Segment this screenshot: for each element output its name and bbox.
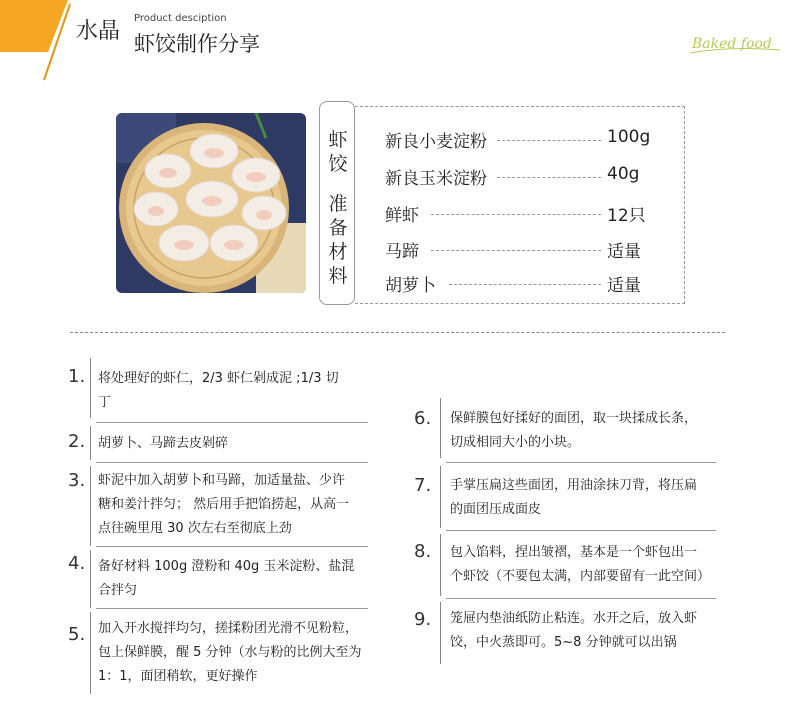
step-text — [98, 555, 354, 603]
step-line: 糖和姜汁拌匀； 然后用手把馅捞起，从高一 — [98, 497, 350, 512]
step-line: 加入开水搅拌均匀，搓揉粉团光滑不见粉粒， — [98, 621, 359, 636]
leader-dots — [497, 140, 601, 141]
ingredients-title-char: 料 — [328, 265, 348, 287]
step-divider-horizontal — [446, 598, 716, 599]
step-divider-vertical — [90, 612, 91, 694]
ingredient-row — [385, 271, 665, 295]
step-line: 胡萝卜、马蹄去皮剁碎 — [98, 436, 229, 451]
ingredient-qty: 40g — [607, 164, 640, 184]
step-line: 包入馅料，捏出皱褶，基本是一个虾包出一 — [450, 545, 698, 560]
step-divider-vertical — [90, 550, 91, 608]
svg-text:Baked food: Baked food — [692, 36, 772, 52]
step-divider-vertical — [440, 534, 441, 596]
step-line: 切成相同大小的小块。 — [450, 435, 581, 450]
step-divider-vertical — [440, 466, 441, 528]
ingredients-title-char: 饺 — [328, 153, 348, 175]
step-divider-vertical — [440, 398, 441, 458]
leader-dots — [431, 250, 601, 251]
step-line: 丁 — [98, 395, 112, 410]
step-divider-vertical — [90, 466, 91, 546]
step-line: 保鲜膜包好揉好的面团，取一块揉成长条， — [450, 411, 698, 426]
step-line: 包上保鲜膜，醒 5 分钟（水与粉的比例大至为 — [98, 645, 362, 660]
step-number: 7. — [414, 475, 432, 496]
step-number: 2. — [68, 431, 86, 452]
ingredient-row — [385, 201, 665, 225]
step-line: 点往碗里甩 30 次左右至彻底上劲 — [98, 521, 292, 536]
ingredient-name: 新良玉米淀粉 — [385, 164, 491, 189]
ingredients-title-char: 准 — [328, 193, 348, 215]
step-line: 饺，中火蒸即可。5~8 分钟就可以出锅 — [450, 635, 677, 650]
step-line: 手掌压扁这些面团，用油涂抹刀背，将压扁 — [450, 478, 698, 493]
ingredient-qty: 适量 — [607, 242, 641, 262]
step-line: 备好材料 100g 澄粉和 40g 玉米淀粉、盐混 — [98, 559, 355, 574]
ingredient-row — [385, 127, 665, 151]
step-number: 5. — [68, 624, 86, 645]
step-text — [450, 541, 710, 589]
step-line: 合拌匀 — [98, 583, 138, 598]
step-divider-horizontal — [96, 422, 368, 423]
step-divider-horizontal — [96, 546, 368, 547]
step-text — [450, 474, 697, 522]
step-number: 4. — [68, 553, 86, 574]
leader-dots — [431, 214, 601, 215]
step-number: 3. — [68, 470, 86, 491]
step-line: 的面团压成面皮 — [450, 502, 542, 517]
ingredients-title-char: 备 — [328, 217, 348, 239]
step-text — [98, 432, 228, 456]
step-divider-horizontal — [96, 608, 368, 609]
header-subtitle: Product desciption — [134, 13, 227, 24]
step-line: 1：1，面团稍软，更好操作 — [98, 669, 258, 684]
step-number: 9. — [414, 609, 432, 630]
step-line: 笼屉内垫油纸防止粘连。水开之后，放入虾 — [450, 611, 698, 626]
leader-dots — [449, 284, 601, 285]
step-divider-horizontal — [96, 462, 368, 463]
step-divider-vertical — [440, 602, 441, 664]
step-divider-vertical — [90, 426, 91, 460]
step-number: 8. — [414, 541, 432, 562]
step-text — [450, 607, 697, 655]
header-accent-stripe — [0, 0, 80, 86]
dumpling-photo — [116, 113, 306, 293]
section-divider — [70, 332, 725, 333]
ingredient-qty: 100g — [607, 127, 651, 147]
step-number: 1. — [68, 366, 86, 387]
signature-logo — [690, 28, 782, 58]
leader-dots — [497, 177, 601, 178]
ingredient-name: 胡萝卜 — [385, 271, 440, 296]
ingredient-qty: 12只 — [607, 206, 646, 226]
step-text — [98, 367, 339, 415]
step-text — [98, 469, 349, 541]
header-main-title: 水晶 — [76, 19, 121, 44]
ingredient-row — [385, 164, 665, 188]
ingredient-name: 鲜虾 — [385, 201, 423, 226]
step-text — [450, 407, 697, 455]
ingredients-vertical-title — [319, 101, 355, 305]
step-divider-horizontal — [446, 462, 716, 463]
step-text — [98, 617, 362, 689]
ingredients-title-char: 材 — [328, 241, 348, 263]
ingredient-row — [385, 237, 665, 261]
step-line: 虾泥中加入胡萝卜和马蹄，加适量盐、少许 — [98, 473, 346, 488]
step-divider-horizontal — [446, 530, 716, 531]
ingredient-name: 马蹄 — [385, 237, 423, 262]
step-line: 将处理好的虾仁，2/3 虾仁剁成泥 ;1/3 切 — [98, 371, 339, 386]
ingredient-qty: 适量 — [607, 276, 641, 296]
page-title: 虾饺制作分享 — [134, 32, 260, 56]
step-number: 6. — [414, 408, 432, 429]
step-divider-vertical — [90, 358, 91, 418]
step-line: 个虾饺（不要包太满，内部要留有一此空间） — [450, 569, 711, 584]
ingredient-name: 新良小麦淀粉 — [385, 127, 491, 152]
ingredients-title-char: 虾 — [328, 129, 348, 151]
